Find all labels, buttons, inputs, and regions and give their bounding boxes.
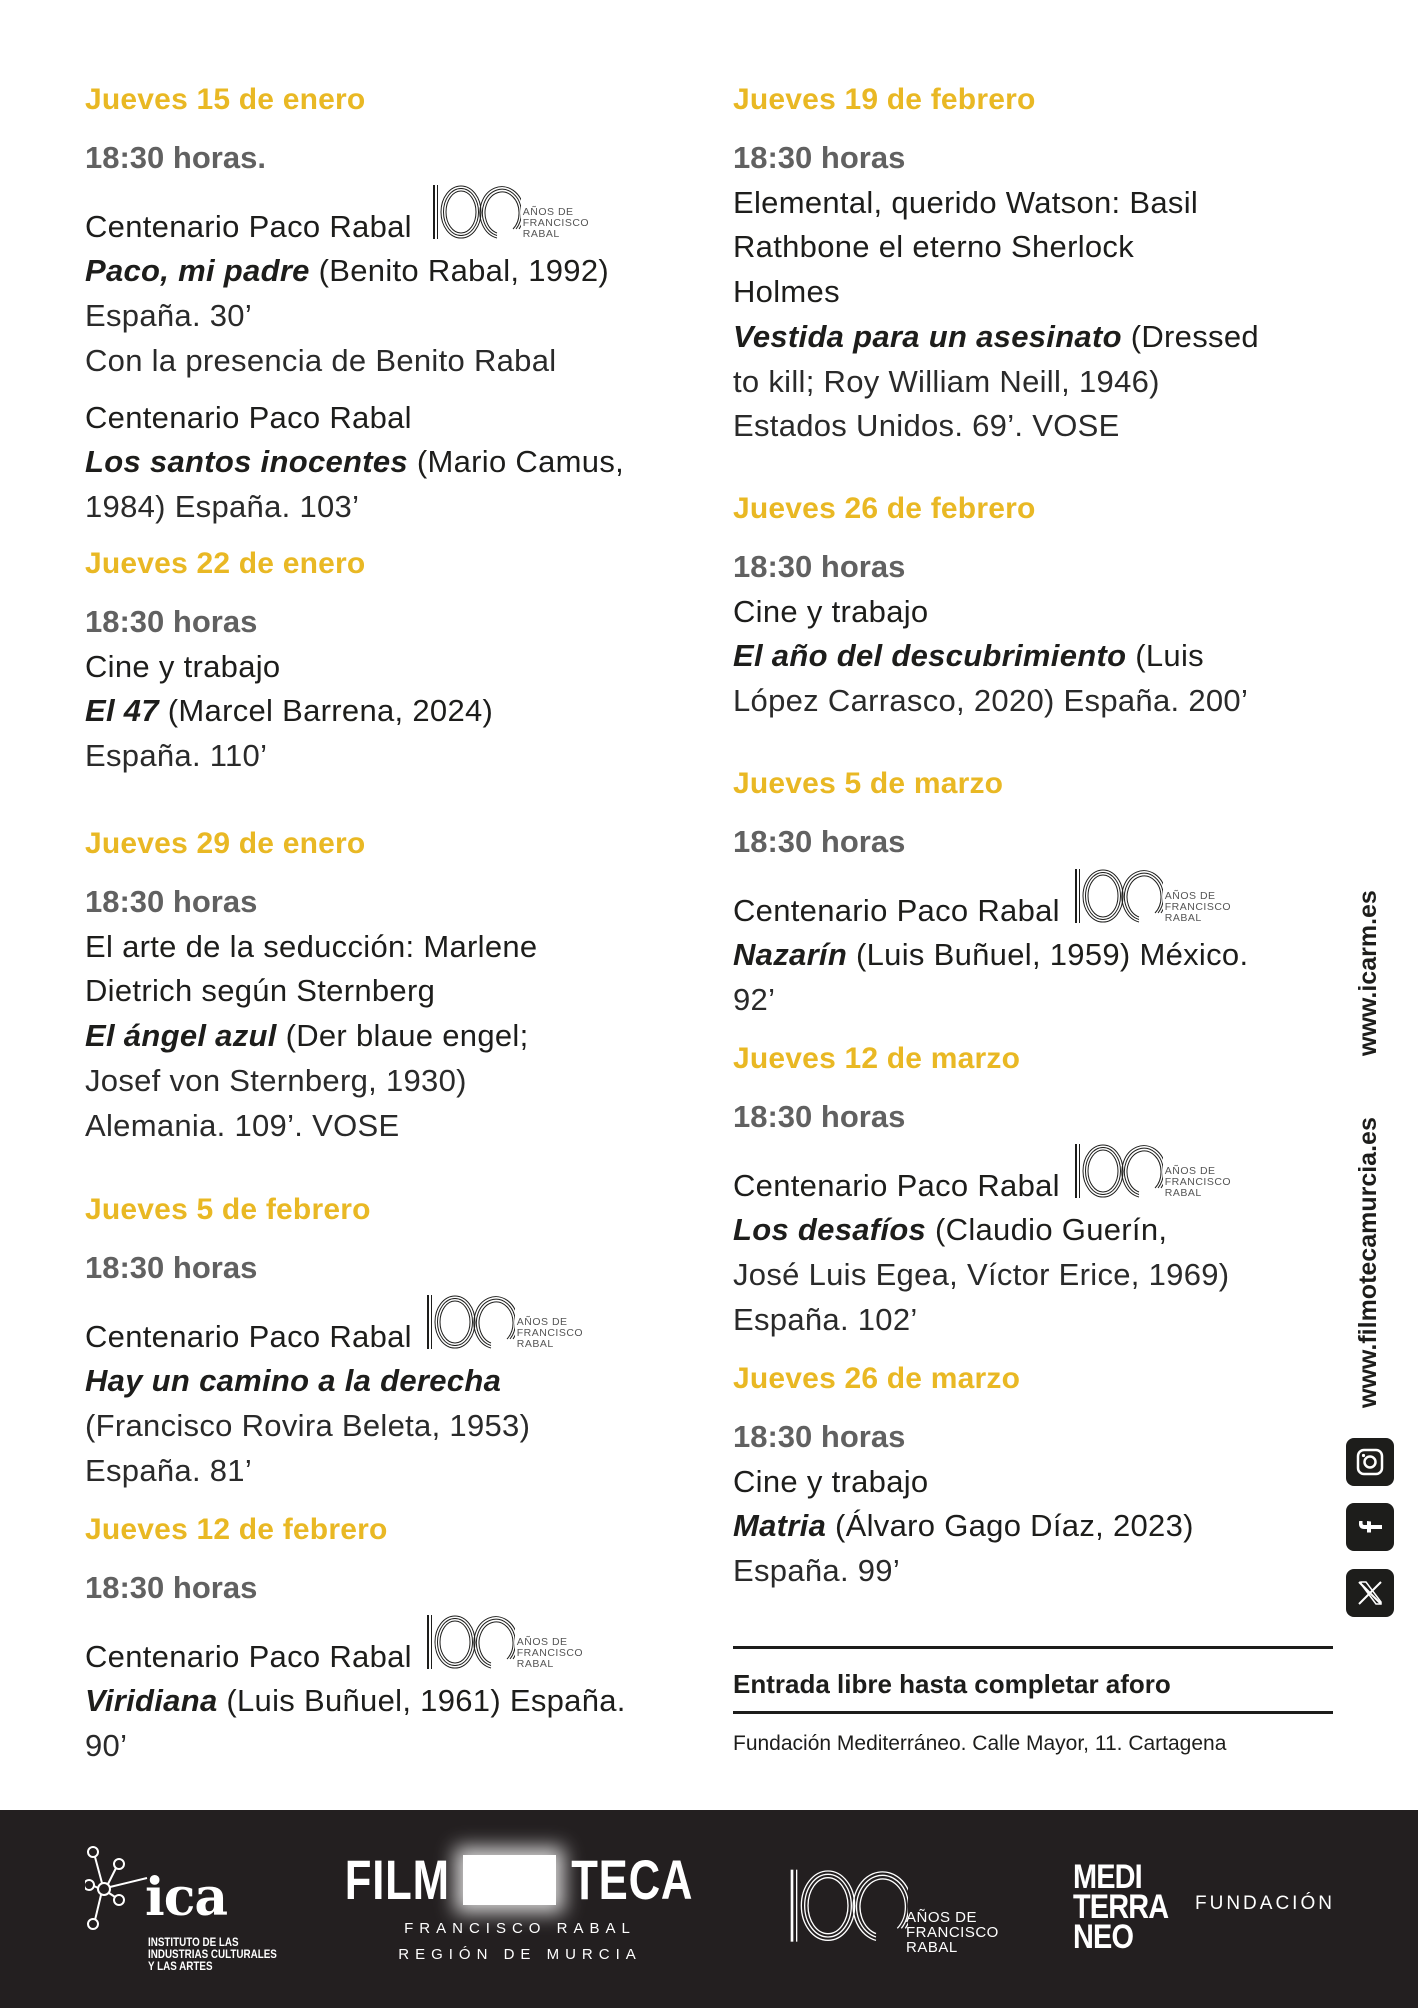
film-details: (Luis xyxy=(1126,638,1204,674)
event-date: Jueves 12 de marzo xyxy=(733,1042,1021,1075)
series-name: Cine y trabajo xyxy=(85,648,281,684)
film-details: Josef von Sternberg, 1930) xyxy=(85,1062,467,1098)
sidebar-links xyxy=(1354,870,1394,1410)
film-line xyxy=(733,1208,1333,1253)
instagram-button[interactable] xyxy=(1346,1438,1394,1486)
film-details: España. 99’ xyxy=(733,1553,901,1589)
film-note: Con la presencia de Benito Rabal xyxy=(85,342,557,378)
centenary-logo-caption xyxy=(517,1317,583,1350)
film-title: Los desafíos xyxy=(733,1212,927,1248)
series-line xyxy=(733,865,1333,934)
film-details: Estados Unidos. 69’. VOSE xyxy=(733,408,1120,444)
film-line xyxy=(733,634,1333,679)
series-name: Elemental, querido Watson: Basil xyxy=(733,184,1199,220)
event-time: 18:30 horas xyxy=(733,1419,906,1454)
caption-line: FRANCISCO xyxy=(1164,1175,1232,1188)
film-details: (Benito Rabal, 1992) xyxy=(309,253,609,289)
series-line xyxy=(85,1291,685,1360)
filmoteca-word-right: TECA xyxy=(570,1848,693,1911)
venue-address: Fundación Mediterráneo. Calle Mayor, 11. Cartagena xyxy=(733,1732,1227,1755)
film-title: Paco, mi padre xyxy=(85,253,310,289)
caption-line: AÑOS DE xyxy=(516,1635,568,1648)
event-time: 18:30 horas xyxy=(85,1570,258,1605)
event-12-marzo xyxy=(733,1039,1333,1343)
film-title: El 47 xyxy=(85,693,159,729)
event-date: Jueves 5 de febrero xyxy=(85,1193,371,1226)
film-details: to kill; Roy William Neill, 1946) xyxy=(733,363,1160,399)
caption-line: FRANCISCO xyxy=(516,1326,584,1339)
caption-line: RABAL xyxy=(1164,911,1202,924)
event-date: Jueves 22 de enero xyxy=(85,547,366,580)
film-details: José Luis Egea, Víctor Erice, 1969) xyxy=(733,1257,1230,1293)
film-details: (Claudio Guerín, xyxy=(926,1212,1168,1248)
film-title: El año del descubrimiento xyxy=(733,638,1127,674)
event-time: 18:30 horas xyxy=(733,824,906,859)
event-time: 18:30 horas xyxy=(733,140,906,175)
film-details: Alemania. 109’. VOSE xyxy=(85,1107,400,1143)
event-time: 18:30 horas xyxy=(85,604,258,639)
series-name: Centenario Paco Rabal xyxy=(733,892,1060,928)
mediterraneo-line: TERRA xyxy=(1073,1888,1169,1926)
caption-line: FRANCISCO xyxy=(516,1646,584,1659)
ica-logo xyxy=(85,1840,277,1973)
centenary-100-icon xyxy=(431,181,521,245)
film-line xyxy=(733,1504,1333,1549)
event-29-enero xyxy=(85,824,685,1148)
centenary-100-icon xyxy=(425,1291,515,1355)
film-line xyxy=(85,440,685,485)
event-time: 18:30 horas xyxy=(85,884,258,919)
caption-line: RABAL xyxy=(1164,1186,1202,1199)
entry-info xyxy=(733,1646,1333,1756)
caption-line: AÑOS DE xyxy=(516,1315,568,1328)
series-name: Centenario Paco Rabal xyxy=(85,208,412,244)
event-12-febrero xyxy=(85,1510,685,1769)
film-details: (Mario Camus, xyxy=(407,444,625,480)
centenary-100-icon xyxy=(1073,865,1163,929)
film-title: Nazarín xyxy=(733,937,848,973)
event-5-febrero xyxy=(85,1190,685,1494)
ica-subtitle-line: INDUSTRIAS CULTURALES xyxy=(148,1947,277,1961)
centenary-logo xyxy=(425,1611,605,1675)
event-19-febrero xyxy=(733,80,1333,449)
centenary-logo xyxy=(431,181,611,245)
facebook-button[interactable] xyxy=(1346,1503,1394,1551)
event-22-enero xyxy=(85,544,685,779)
film-details: España. 30’ xyxy=(85,298,253,334)
film-details: (Luis Buñuel, 1961) España. xyxy=(217,1683,626,1719)
series-name: Dietrich según Sternberg xyxy=(85,973,436,1009)
caption-line: AÑOS DE xyxy=(1164,1164,1216,1177)
film-line xyxy=(85,1014,685,1059)
event-26-febrero xyxy=(733,489,1333,724)
event-time: 18:30 horas xyxy=(733,549,906,584)
caption-line: RABAL xyxy=(522,227,560,240)
film-details: 90’ xyxy=(85,1728,128,1764)
entry-note: Entrada libre hasta completar aforo xyxy=(733,1669,1171,1699)
mediterraneo-logo xyxy=(1073,1858,1169,1956)
series-name: El arte de la seducción: Marlene xyxy=(85,928,538,964)
event-date: Jueves 15 de enero xyxy=(85,83,366,116)
centenary-logo-caption xyxy=(1165,891,1231,924)
centenary-logo-footer xyxy=(788,1862,999,1957)
film-details: España. 102’ xyxy=(733,1301,918,1337)
centenary-logo-caption xyxy=(1165,1166,1231,1199)
caption-line: RABAL xyxy=(906,1939,958,1956)
x-twitter-button[interactable] xyxy=(1346,1569,1394,1617)
film-details: (Álvaro Gago Díaz, 2023) xyxy=(826,1508,1194,1544)
series-name: Centenario Paco Rabal xyxy=(85,1318,412,1354)
event-date: Jueves 26 de febrero xyxy=(733,492,1036,525)
caption-line: FRANCISCO xyxy=(906,1924,999,1941)
film-details: (Luis Buñuel, 1959) México. xyxy=(847,937,1249,973)
projector-light-icon xyxy=(463,1855,556,1905)
filmoteca-subtitle: FRANCISCO RABAL xyxy=(404,1920,636,1937)
ica-subtitle-line: INSTITUTO DE LAS xyxy=(148,1935,239,1949)
film-line xyxy=(733,315,1333,360)
film-title: Viridiana xyxy=(85,1683,218,1719)
film-details: 92’ xyxy=(733,982,776,1018)
event-date: Jueves 29 de enero xyxy=(85,827,366,860)
film-details: España. 110’ xyxy=(85,738,268,774)
event-5-marzo xyxy=(733,764,1333,1023)
series-name: Holmes xyxy=(733,274,840,310)
caption-line: FRANCISCO xyxy=(1164,900,1232,913)
centenary-logo-caption xyxy=(523,207,589,240)
film-details: España. 81’ xyxy=(85,1452,253,1488)
instagram-icon xyxy=(1355,1447,1385,1477)
fundacion-label: FUNDACIÓN xyxy=(1195,1893,1335,1914)
filmoteca-region: REGIÓN DE MURCIA xyxy=(398,1946,642,1963)
film-title: El ángel azul xyxy=(85,1018,277,1054)
event-15-enero xyxy=(85,80,685,530)
event-time: 18:30 horas. xyxy=(85,140,266,175)
centenary-100-icon xyxy=(1073,1140,1163,1204)
event-date: Jueves 19 de febrero xyxy=(733,83,1036,116)
film-details: 1984) España. 103’ xyxy=(85,488,360,524)
filmoteca-word-left: FILM xyxy=(344,1848,450,1911)
film-details: (Francisco Rovira Beleta, 1953) xyxy=(85,1408,531,1444)
centenary-logo xyxy=(1073,1140,1253,1204)
series-name: Rathbone el eterno Sherlock xyxy=(733,229,1135,265)
ica-subtitle-line: Y LAS ARTES xyxy=(148,1959,213,1973)
filmoteca-logo xyxy=(330,1850,710,1968)
event-date: Jueves 12 de febrero xyxy=(85,1513,388,1546)
film-title: Los santos inocentes xyxy=(85,444,408,480)
sponsor-footer xyxy=(0,1810,1418,2008)
facebook-icon xyxy=(1355,1512,1385,1542)
caption-line: RABAL xyxy=(516,1657,554,1670)
film-details: López Carrasco, 2020) España. 200’ xyxy=(733,683,1249,719)
caption-line: AÑOS DE xyxy=(522,205,574,218)
film-line xyxy=(85,1359,685,1404)
film-details: (Der blaue engel; xyxy=(276,1018,529,1054)
series-line xyxy=(733,1140,1333,1209)
centenary-logo xyxy=(425,1291,605,1355)
ica-wordmark: ica xyxy=(145,1867,228,1928)
centenary-logo-caption xyxy=(906,1910,999,1955)
film-line xyxy=(85,1679,685,1724)
centenary-logo-caption xyxy=(517,1637,583,1670)
film-line xyxy=(85,689,685,734)
filmoteca-link[interactable]: www.filmotecamurcia.es xyxy=(1354,1117,1382,1408)
event-date: Jueves 5 de marzo xyxy=(733,767,1004,800)
series-name: Centenario Paco Rabal xyxy=(733,1167,1060,1203)
series-name: Cine y trabajo xyxy=(733,593,929,629)
film-line xyxy=(733,933,1333,978)
caption-line: AÑOS DE xyxy=(906,1909,978,1926)
event-date: Jueves 26 de marzo xyxy=(733,1362,1021,1395)
caption-line: RABAL xyxy=(516,1337,554,1350)
centenary-100-icon xyxy=(425,1611,515,1675)
series-name: Cine y trabajo xyxy=(733,1463,929,1499)
film-line xyxy=(85,249,685,294)
event-time: 18:30 horas xyxy=(85,1250,258,1285)
mediterraneo-line: MEDI xyxy=(1073,1858,1142,1896)
filmoteca-wordmark xyxy=(330,1850,710,1910)
mediterraneo-line: NEO xyxy=(1073,1918,1134,1956)
series-name: Centenario Paco Rabal xyxy=(85,1638,412,1674)
series-line xyxy=(85,181,685,250)
caption-line: AÑOS DE xyxy=(1164,889,1216,902)
ica-subtitle xyxy=(148,1936,277,1972)
x-twitter-icon xyxy=(1355,1578,1385,1608)
centenary-100-icon xyxy=(788,1862,908,1952)
event-26-marzo xyxy=(733,1359,1333,1594)
film-title: Matria xyxy=(733,1508,827,1544)
series-name: Centenario Paco Rabal xyxy=(85,399,412,435)
icarm-link[interactable]: www.icarm.es xyxy=(1354,890,1382,1056)
film-details: (Dressed xyxy=(1121,318,1259,354)
caption-line: FRANCISCO xyxy=(522,216,590,229)
event-time: 18:30 horas xyxy=(733,1099,906,1134)
centenary-logo xyxy=(1073,865,1253,929)
film-title: Hay un camino a la derecha xyxy=(85,1363,502,1399)
film-details: (Marcel Barrena, 2024) xyxy=(158,693,494,729)
series-line xyxy=(85,1611,685,1680)
divider xyxy=(733,1711,1333,1714)
film-title: Vestida para un asesinato xyxy=(733,318,1122,354)
